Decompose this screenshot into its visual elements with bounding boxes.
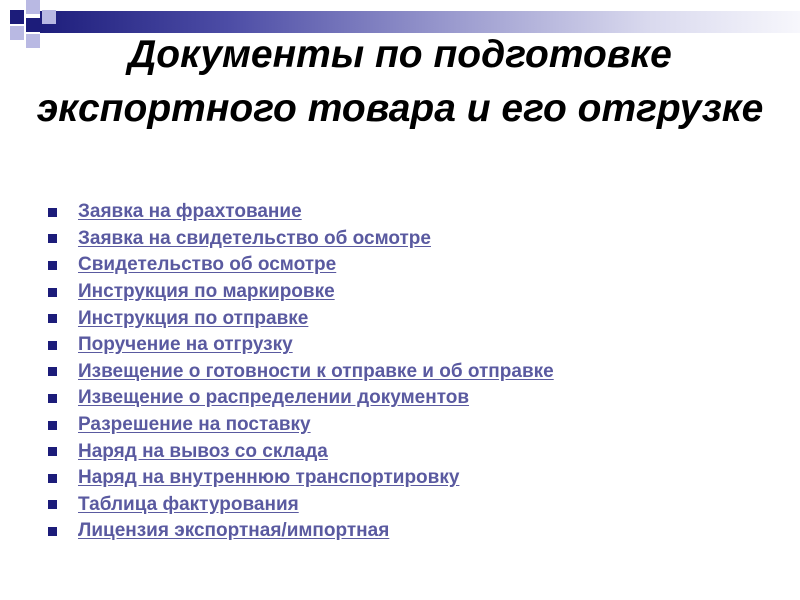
document-link[interactable]: Заявка на фрахтование bbox=[78, 201, 302, 223]
list-item bbox=[48, 226, 554, 253]
list-item bbox=[48, 359, 554, 386]
document-list bbox=[48, 199, 554, 545]
square-bullet-icon bbox=[48, 314, 57, 323]
square-bullet-icon bbox=[48, 474, 57, 483]
square-bullet-icon bbox=[48, 208, 57, 217]
document-link[interactable]: Инструкция по маркировке bbox=[78, 281, 335, 303]
list-item bbox=[48, 385, 554, 412]
list-item bbox=[48, 252, 554, 279]
square-bullet-icon bbox=[48, 367, 57, 376]
document-link[interactable]: Таблица фактурования bbox=[78, 493, 299, 515]
list-item bbox=[48, 412, 554, 439]
list-item bbox=[48, 518, 554, 545]
square-bullet-icon bbox=[48, 447, 57, 456]
document-link[interactable]: Наряд на внутреннюю транспортировку bbox=[78, 467, 460, 489]
document-link[interactable]: Лицензия экспортная/импортная bbox=[78, 520, 390, 542]
document-link[interactable]: Разрешение на поставку bbox=[78, 414, 311, 436]
document-link[interactable]: Свидетельство об осмотре bbox=[78, 254, 337, 276]
list-item bbox=[48, 199, 554, 226]
document-link[interactable]: Извещение о распределении документов bbox=[78, 387, 470, 409]
square-bullet-icon bbox=[48, 527, 57, 536]
document-link[interactable]: Извещение о готовности к отправке и об отправке bbox=[78, 360, 554, 382]
square-bullet-icon bbox=[48, 341, 57, 350]
square-bullet-icon bbox=[48, 394, 57, 403]
list-item bbox=[48, 438, 554, 465]
square-bullet-icon bbox=[48, 261, 57, 270]
square-bullet-icon bbox=[48, 234, 57, 243]
list-item bbox=[48, 492, 554, 519]
corner-square-icon bbox=[10, 10, 24, 24]
document-link[interactable]: Инструкция по отправке bbox=[78, 307, 309, 329]
document-link[interactable]: Заявка на свидетельство об осмотре bbox=[78, 227, 431, 249]
corner-square-icon bbox=[42, 10, 56, 24]
list-item bbox=[48, 305, 554, 332]
slide-title: Документы по подготовке экспортного товара и его отгрузке bbox=[36, 33, 764, 130]
square-bullet-icon bbox=[48, 421, 57, 430]
list-item bbox=[48, 465, 554, 492]
list-item bbox=[48, 279, 554, 306]
square-bullet-icon bbox=[48, 288, 57, 297]
list-item bbox=[48, 332, 554, 359]
corner-square-icon bbox=[26, 0, 40, 14]
document-link[interactable]: Поручение на отгрузку bbox=[78, 334, 293, 356]
square-bullet-icon bbox=[48, 500, 57, 509]
document-link[interactable]: Наряд на вывоз со склада bbox=[78, 440, 328, 462]
